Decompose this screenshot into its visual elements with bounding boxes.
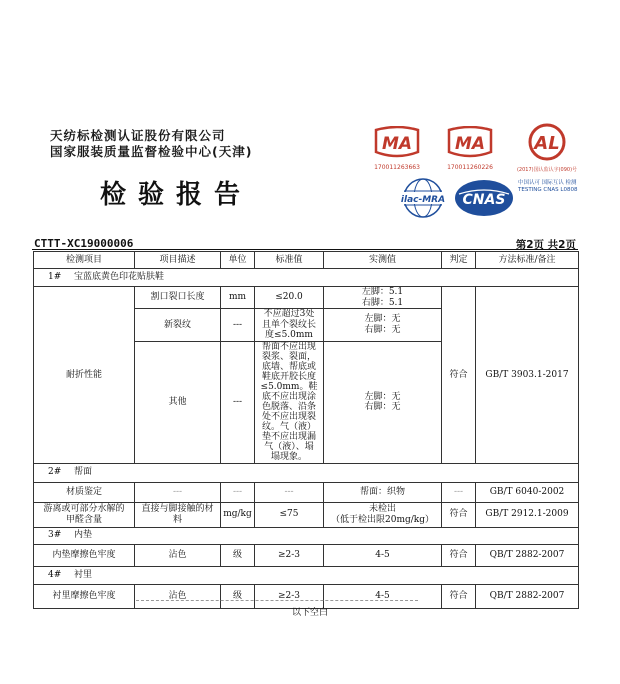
item-unit: --- [221,309,255,342]
report-title: 检验报告 [100,180,253,210]
section-heading [34,269,579,287]
item-desc: 割口裂口长度 [135,287,221,309]
item-measured: 帮面：织物 [324,482,442,502]
item-unit: mg/kg [221,502,255,527]
item-method: QB/T 2882-2007 [476,544,579,566]
section-row-2 [34,463,579,482]
item-name: 游离或可部分水解的 甲醛含量 [34,502,135,527]
company-name: 天纺标检测认证股份有限公司 [50,128,226,143]
item-method: GB/T 3903.1-2017 [476,287,579,464]
item-verdict: 符合 [442,502,476,527]
section-number: 2# [48,467,62,478]
section-title: 帮面 [74,467,93,478]
report-table [33,251,579,609]
item-method: GB/T 2912.1-2009 [476,502,579,527]
section-heading [34,527,579,544]
item-unit: 级 [221,544,255,566]
item-standard: ≥2-3 [255,544,324,566]
item-unit: --- [221,482,255,502]
item-unit: mm [221,287,255,309]
section-row-1 [34,269,579,287]
svg-text:CNAS: CNAS [462,192,506,208]
item-measured: 左脚：5.1 右脚：5.1 [324,287,442,309]
section-title: 宝蓝底黄色印花贴肤鞋 [74,272,165,283]
item-desc: 其他 [135,341,221,463]
item-standard: 不应超过3处 且单个裂纹长 度≤5.0mm [255,309,324,342]
cma-logo-2 [443,126,497,171]
item-name: 内垫摩擦色牢度 [34,544,135,566]
svg-text:MA: MA [381,134,413,154]
ilac-globe-icon [398,177,448,219]
col-header: 项目描述 [135,252,221,269]
svg-text:MA: MA [454,134,486,154]
footer-divider [136,600,418,601]
item-verdict: 符合 [442,584,476,608]
item-desc: 沾色 [135,584,221,608]
page-indicator: 第2页 共2页 [515,239,576,251]
section-title: 内垫 [74,530,93,541]
item-unit: 级 [221,584,255,608]
section-number: 3# [48,530,62,541]
col-header: 检测项目 [34,252,135,269]
table-header-row [34,252,579,269]
item-standard: ≥2-3 [255,584,324,608]
header-rule [32,249,578,250]
cal-caption: (2017)国认监认字(090)号 [516,167,578,173]
cma-2-code: 170011260226 [447,164,493,171]
item-standard: --- [255,482,324,502]
table-row [34,482,579,502]
item-desc: --- [135,482,221,502]
cal-logo [512,122,582,173]
item-measured: 未检出 （低于检出限20mg/kg） [324,502,442,527]
cma-icon [443,126,497,160]
col-header: 实测值 [324,252,442,269]
cnas-logo [453,178,515,218]
item-standard: ≤20.0 [255,287,324,309]
section-row-3 [34,527,579,544]
item-desc: 新裂纹 [135,309,221,342]
section-number: 4# [48,569,62,580]
svg-text:AL: AL [534,133,560,154]
item-unit: --- [221,341,255,463]
col-header: 单位 [221,252,255,269]
item-verdict: 符合 [442,544,476,566]
section-heading [34,566,579,584]
table-row [34,544,579,566]
table-row [34,502,579,527]
item-measured: 左脚：无 右脚：无 [324,341,442,463]
cnas-caption: 中国认可 国际互认 检测 TESTING CNAS L0808 [518,180,578,193]
cnas-icon [453,178,515,218]
item-desc: 直接与脚接触的材 料 [135,502,221,527]
item-name: 材质鉴定 [34,482,135,502]
end-of-report-note: 以下空白 [291,608,328,618]
section-number: 1# [48,272,62,283]
item-standard: ≤75 [255,502,324,527]
section-title: 衬里 [74,569,93,580]
item-measured: 左脚：无 右脚：无 [324,309,442,342]
item-measured: 4-5 [324,584,442,608]
col-header: 判定 [442,252,476,269]
item-verdict: --- [442,482,476,502]
col-header: 标准值 [255,252,324,269]
item-measured: 4-5 [324,544,442,566]
svg-text:ilac-MRA: ilac-MRA [400,195,446,205]
cma-icon [370,126,424,160]
item-method: GB/T 6040-2002 [476,482,579,502]
center-name: 国家服装质量监督检验中心(天津) [50,144,253,159]
col-header: 方法标准/备注 [476,252,579,269]
report-number: CTTT-XC19000006 [34,237,134,250]
item-standard: 帮面不应出现 裂浆、裂面， 底墙、帮底或 鞋底开胶长度 ≤5.0mm。鞋 底不应出现涂 色脱落、沿条 处不应出现裂 纹。气（液） 垫不应出现漏 气（液）、塌 塌现象。 [255,341,324,463]
item-method: QB/T 2882-2007 [476,584,579,608]
cma-1-code: 170011263663 [374,164,420,171]
cal-icon [512,122,582,162]
cma-logo-1 [370,126,424,171]
item-verdict: 符合 [442,287,476,464]
ilac-mra-logo [398,177,448,219]
item-name: 耐折性能 [34,287,135,464]
item-name: 衬里摩擦色牢度 [34,584,135,608]
section-heading [34,463,579,482]
section-row-4 [34,566,579,584]
table-row [34,287,579,309]
item-desc: 沾色 [135,544,221,566]
